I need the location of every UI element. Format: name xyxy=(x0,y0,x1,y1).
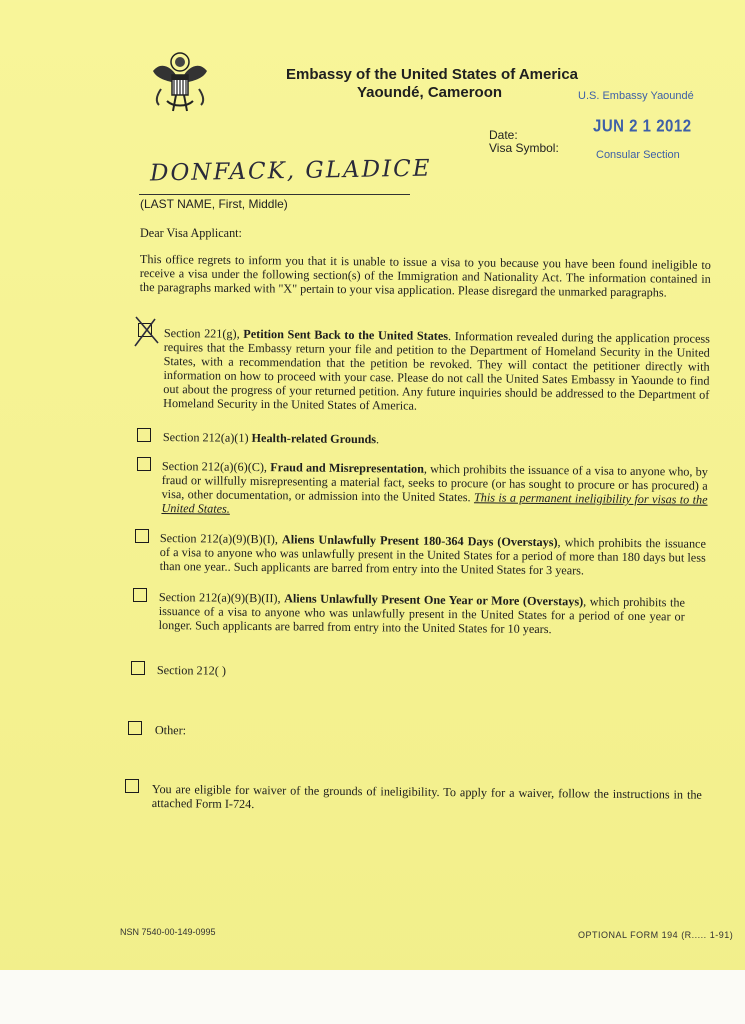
section-212a9bii xyxy=(159,590,685,638)
stamp-office: U.S. Embassy Yaoundé xyxy=(578,90,694,102)
date-label: Date: xyxy=(489,128,518,142)
x-mark-icon xyxy=(133,315,161,347)
section-heading: Health-related Grounds xyxy=(251,430,377,447)
section-other xyxy=(155,723,355,739)
section-prefix: Section 212( ) xyxy=(156,663,227,678)
checkbox-212a6c xyxy=(137,457,151,471)
section-note: This is a permanent ineligibility for visas to the United States. xyxy=(161,490,708,516)
checkbox-212-other xyxy=(131,661,145,675)
section-212a9bi xyxy=(160,531,706,579)
section-prefix: You are eligible for waiver of the grounds of ineligibility. To apply for a waiver, follow the instructions in the attached Form I-724. xyxy=(151,782,702,812)
section-body: , which prohibits the issuance of a visa to anyone who, by fraud or willfully misrepresenting a material fact, seeks to procure (or has sought to procure or has procured) a visa, other documentation, or admission into the United States. xyxy=(161,461,708,505)
section-prefix: Section 212(a)(6)(C), xyxy=(161,459,271,475)
stamp-section: Consular Section xyxy=(596,149,680,161)
embassy-title: Embassy of the United States of America xyxy=(286,66,579,83)
applicant-name-handwritten: DONFACK, GLADICE xyxy=(149,155,432,187)
checkbox-212a1 xyxy=(137,428,151,442)
nsn-number: NSN 7540-00-149-0995 xyxy=(120,927,216,937)
section-prefix: Section 221(g), xyxy=(163,326,244,341)
section-heading: Petition Sent Back to the United States xyxy=(243,326,449,343)
section-heading: Aliens Unlawfully Present One Year or More (Overstays) xyxy=(284,591,584,609)
great-seal-eagle-icon xyxy=(143,45,217,119)
name-format-label: (LAST NAME, First, Middle) xyxy=(140,197,288,211)
embassy-location: Yaoundé, Cameroon xyxy=(357,84,503,101)
checkbox-other xyxy=(128,721,142,735)
section-heading: Aliens Unlawfully Present 180-364 Days (Overstays) xyxy=(281,532,558,550)
section-waiver xyxy=(152,782,702,816)
section-212-blank xyxy=(157,663,457,680)
section-prefix: Section 212(a)(9)(B)(II), xyxy=(158,590,285,606)
checkbox-212a9bi xyxy=(135,529,149,543)
section-prefix: Other: xyxy=(154,723,187,738)
name-underline xyxy=(139,194,410,195)
section-212a1 xyxy=(163,430,709,450)
section-body: , which prohibits the issuance of a visa to anyone who was unlawfully present in the United States for a period of one year or longer. Such applicants are barred from entry into the United States for 10 years. xyxy=(158,594,685,637)
salutation: Dear Visa Applicant: xyxy=(140,226,242,240)
scan-margin xyxy=(0,970,745,1024)
section-prefix: Section 212(a)(1) xyxy=(162,430,252,445)
form-number: OPTIONAL FORM 194 (R..... 1-91) xyxy=(578,930,734,940)
visa-symbol-label: Visa Symbol: xyxy=(489,141,559,155)
section-212a6c xyxy=(161,459,708,521)
checkbox-212a9bii xyxy=(133,588,147,602)
section-body: . Information revealed during the application process requires that the Embassy return your file and petition to the Department of Homeland Security in the United States, with a recommendation that the petition be revoked. They will contact the petitioner directly with information on how to proceed with your case. Please do not call the United Sates Embassy in Yaounde to find out about the progress of your returned petition. Any future inquiries should be addressed to the Department of Homeland Security in the United States of America. xyxy=(163,328,710,413)
intro-paragraph: This office regrets to inform you that it is unable to issue a visa to you because you have been found ineligible to receive a visa under the following section(s) of the Immigration and Nationality Act. The information contained in the paragraphs marked with "X" pertain to your visa application. Please disregard the unmarked paragraphs. xyxy=(139,252,711,300)
section-prefix: Section 212(a)(9)(B)(I), xyxy=(159,531,283,547)
section-221g xyxy=(163,326,710,416)
section-body: , which prohibits the issuance of a visa to anyone who was unlawfully present in the United States for a period of more than 180 days but less than one year.. Such applicants are barred from entry into the United States for 3 years. xyxy=(159,535,706,578)
stamp-date: JUN 2 1 2012 xyxy=(593,116,692,137)
section-body: . xyxy=(375,432,380,447)
checkbox-waiver xyxy=(125,779,139,793)
section-heading: Fraud and Misrepresentation xyxy=(270,460,424,476)
